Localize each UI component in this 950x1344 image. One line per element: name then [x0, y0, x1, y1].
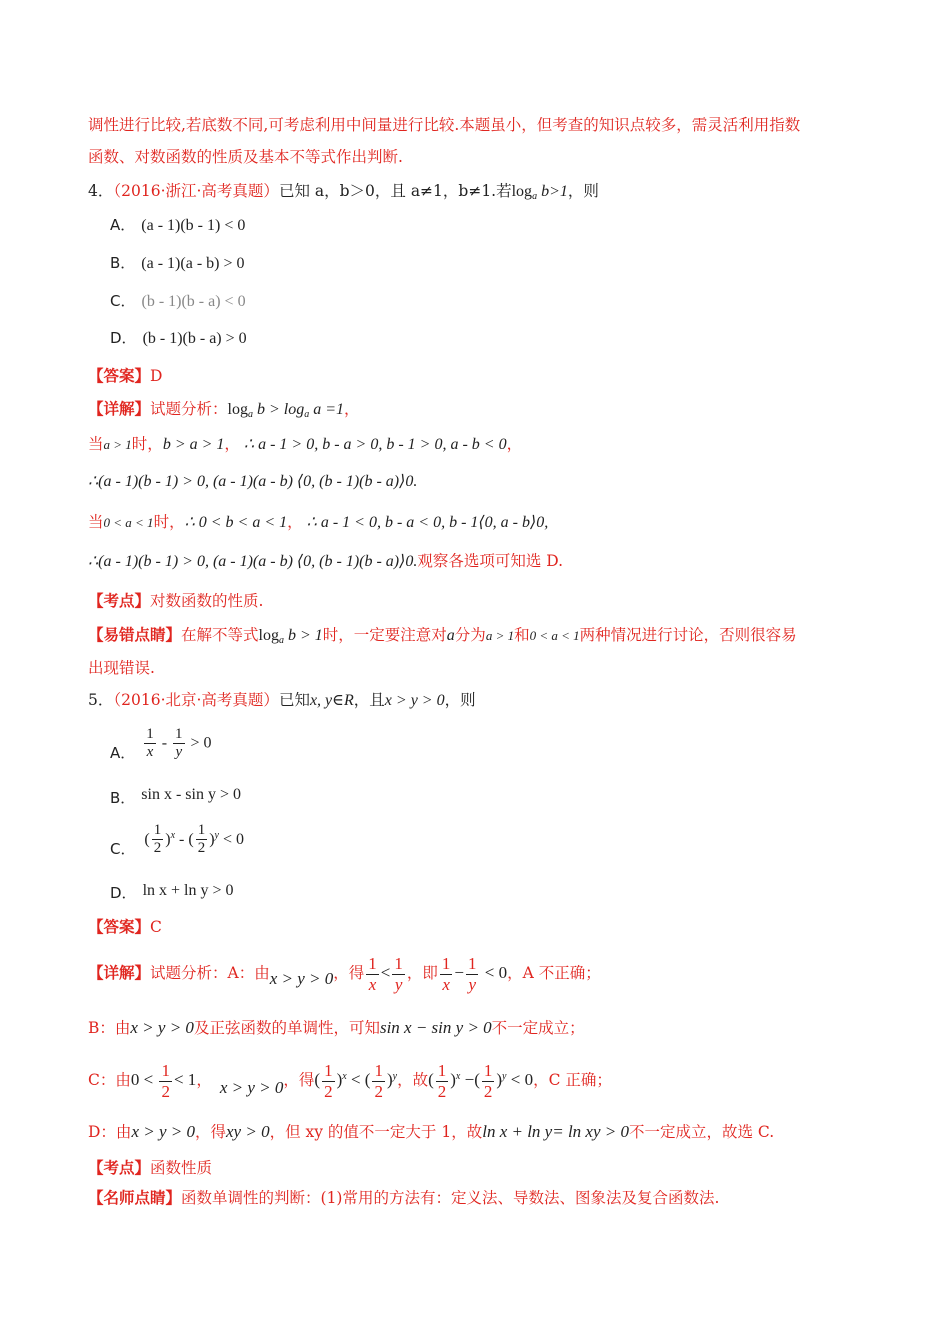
q4-case2-result: ∴(a - 1)(b - 1) > 0, (a - 1)(a - b) ⟨0, (b - 1)(b - a)⟩0.观察各选项可知选 D. — [88, 552, 564, 570]
q4-pitfall-line2: 出现错误. — [88, 659, 155, 677]
intro-line-1: 调性进行比较,若底数不同,可考虑利用中间量进行比较.本题虽小，但考查的知识点较多，需灵活利用指数 — [88, 116, 801, 134]
q5-option-b: B． sin x - sin y > 0 — [110, 786, 241, 807]
q5-option-a: A． $\frac{1}{x}$ - $\frac{1}{y}$ > 0 — [110, 726, 212, 762]
q4-option-a: A． (a - 1)(b - 1) < 0 — [110, 216, 246, 234]
q4-pitfall: 【易错点睛】在解不等式$\log_a b > 1$时，一定要注意对a分为a > 1和0 < a < 1两种情况进行讨论，否则很容易 — [88, 625, 797, 646]
q4-answer: 【答案】D — [88, 366, 163, 385]
q4-stem — [88, 180, 870, 208]
q4-stem-text: 已知 a，b＞0，且 a≠1，b≠1.若 — [278, 182, 512, 200]
q4-source: （2016·浙江·高考真题） — [113, 182, 279, 200]
q4-option-d: D． (b - 1)(b - a) > 0 — [110, 329, 247, 347]
q4-answer-value: D — [150, 367, 163, 385]
q4-stem-end: ，则 — [567, 182, 599, 200]
q4-detail: 【详解】试题分析：$\log_a b > \log_a a =1$， — [88, 399, 360, 420]
q4-option-b: B． (a - 1)(a - b) > 0 — [110, 254, 245, 272]
q5-point: 【考点】函数性质 — [88, 1158, 213, 1177]
q4-option-c: C． (b - 1)(b - a) < 0 — [110, 292, 246, 310]
q4-stem-math: $\log_a b>1$ — [511, 183, 568, 202]
q4-case1: 当a > 1时，b > a > 1， ∴ a - 1 > 0, b - a > 0, b - 1 > 0, a - b < 0， — [88, 435, 523, 453]
q5-famous: 【名师点睛】函数单调性的判断：(1)常用的方法有：定义法、导数法、图象法及复合函数法. — [88, 1188, 720, 1207]
q4-number: 4． — [88, 182, 114, 200]
q4-case2: 当0 < a < 1时，∴ 0 < b < a < 1， ∴ a - 1 < 0, b - a < 0, b - 1⟨0, a - b⟩0, — [88, 513, 549, 531]
q5-detail-b: B：由x > y > 0及正弦函数的单调性，可知sin x − sin y > 0不一定成立； — [88, 1018, 585, 1037]
q5-option-c: C． ( $\frac{1}{2}$ )$^x$ - ( $\frac{1}{2}$ )$^y$ < 0 — [110, 822, 244, 858]
q5-stem: 5．（2016·北京·高考真题）已知x, y∈R，且x > y > 0，则 — [88, 691, 476, 709]
q4-point: 【考点】对数函数的性质. — [88, 591, 264, 610]
q5-detail-d: D：由x > y > 0，得xy > 0，但 xy 的值不一定大于 1，故ln x + ln y= ln xy > 0不一定成立，故选 C. — [88, 1122, 775, 1141]
intro-line-2: 函数、对数函数的性质及基本不等式作出判断. — [88, 148, 403, 166]
q5-detail-c: C：由0 < $\frac{1}{2}$ < 1， x > y > 0，得( $\frac{1}{2}$ )$^x$ < ( $\frac{1}{2}$ )$^y$，故( $\frac{1}{2}$ )$^x$ −( $\frac{1}{2}$ )$^y$ < 0，C 正确； — [88, 1060, 612, 1101]
q5-option-d: D． ln x + ln y > 0 — [110, 882, 234, 902]
q5-answer: 【答案】C — [88, 917, 162, 936]
q5-detail-a: 【详解】试题分析：A：由x > y > 0，得 $\frac{1}{x}$ < $\frac{1}{y}$ ，即 $\frac{1}{x}$ − $\frac{1}{y}$ < 0，A 不正确； — [88, 953, 601, 994]
q4-case1-result: ∴(a - 1)(b - 1) > 0, (a - 1)(a - b) ⟨0, (b - 1)(b - a)⟩0. — [88, 473, 418, 490]
